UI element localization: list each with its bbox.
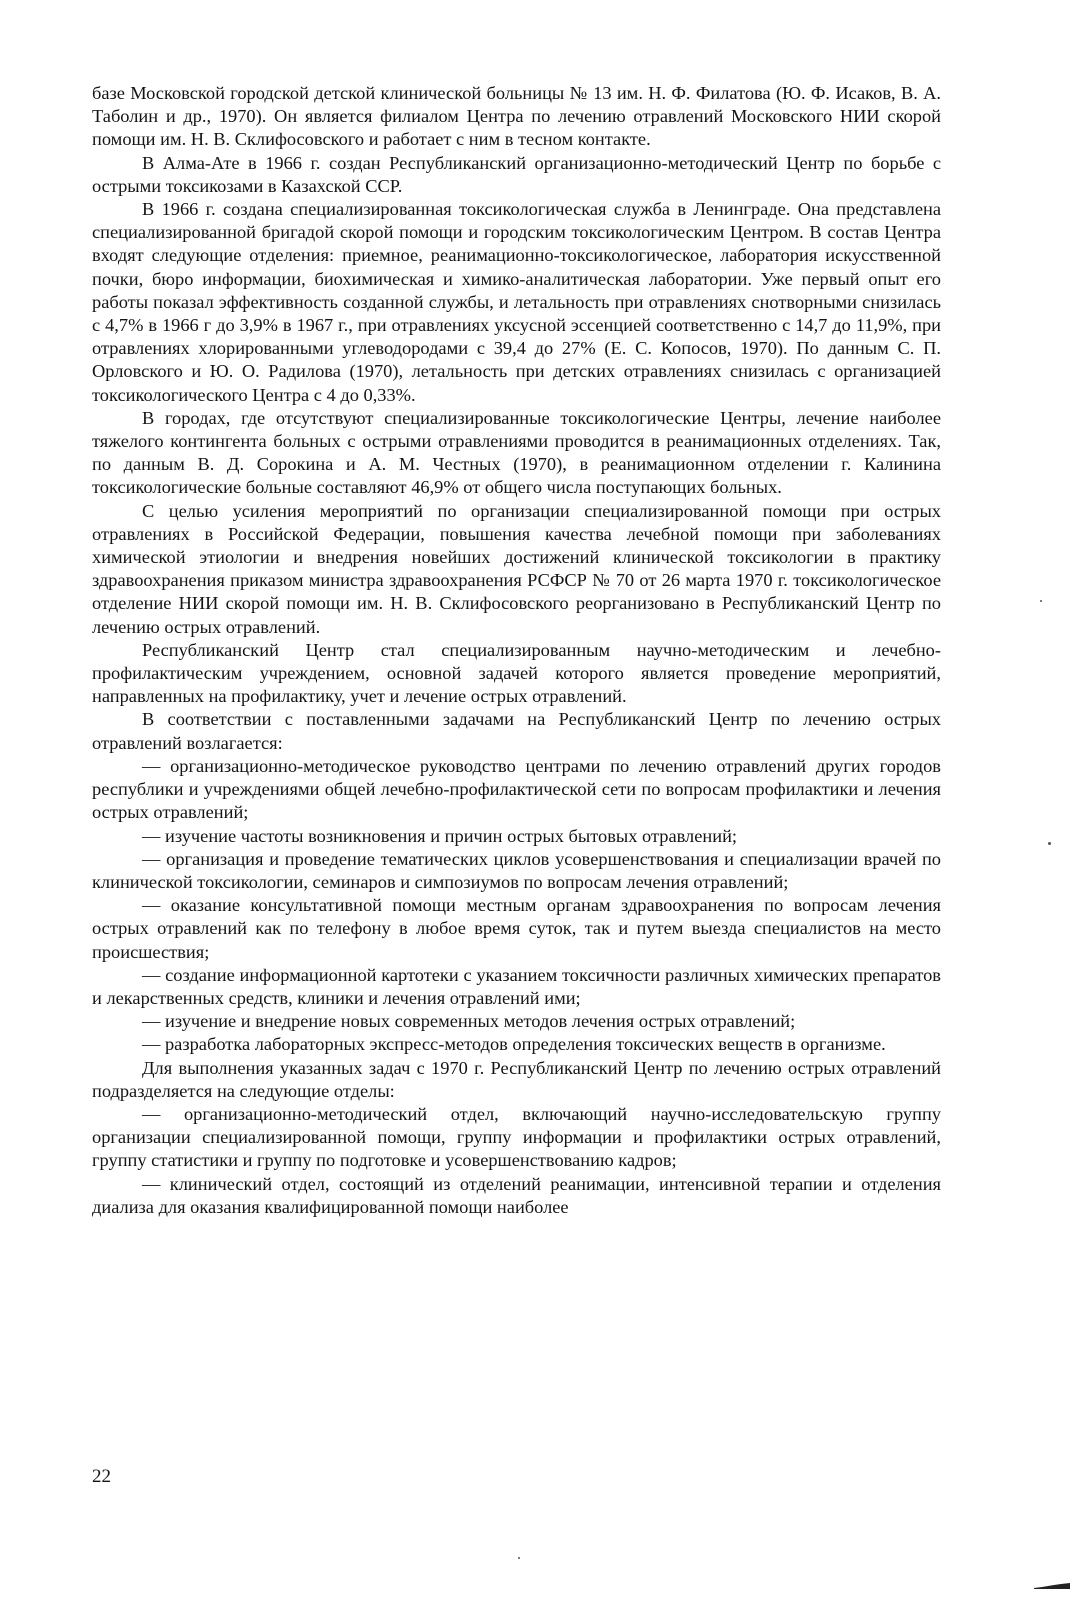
paragraph: Республиканский Центр стал специализированным научно-методическим и лечебно-профилактическим учреждением, основной задачей которого является проведение мероприятий, направленных на профилактику, учет и лечение острых отравлений. [92,639,941,707]
list-item: — создание информационной картотеки с указанием токсичности различных химических препаратов и лекарственных средств, клиники и лечения отравлений ими; [92,964,941,1008]
list-item: — изучение и внедрение новых современных методов лечения острых отравлений; [142,1011,796,1032]
list-item: — организационно-методический отдел, включающий научно-исследовательскую группу организации специализированной помощи, группу информации и профилактики острых отравлений, группу статистики и группу по подготовке и усовершенствованию кадров; [92,1103,941,1171]
paragraph: В Алма-Ате в 1966 г. создан Республиканский организационно-методический Центр по борьбе с острыми токсикозами в Казахской ССР. [92,152,941,196]
list-item: — оказание консультативной помощи местным органам здравоохранения по вопросам лечения острых отравлений как по телефону в любое время суток, так и путем выезда специалистов на место происшествия; [92,895,941,962]
list-item: — разработка лабораторных экспресс-методов определения токсических веществ в организме. [142,1034,886,1055]
paragraph-continuation: базе Московской городской детской клинической больницы № 13 им. Н. Ф. Филатова (Ю. Ф. Исаков, В. А. Таболин и др., 1970). Он является филиалом Центра по лечению отравлений Московского НИИ скорой помощи им. Н. В. Склифосовского и работает с ним в тесном контакте. [92,83,941,150]
page-number: 22 [92,1466,111,1487]
paragraph: С целью усиления мероприятий по организации специализированной помощи при острых отравлениях в Российской Федерации, повышения качества лечебной помощи при заболеваниях химической этиологии и внедрения новейших достижений клинической токсикологии в практику здравоохранения приказом министра здравоохранения РСФСР № 70 от 26 марта 1970 г. токсикологическое отделение НИИ скорой помощи им. Н. В. Склифосовского реорганизовано в Республиканский Центр по лечению острых отравлений. [92,500,941,637]
page-body [92,82,941,1219]
scan-speck [518,1557,520,1559]
paragraph: Для выполнения указанных задач с 1970 г. Республиканский Центр по лечению острых отравлений подразделяется на следующие отделы: [92,1057,941,1101]
list-item: — организация и проведение тематических циклов усовершенствования и специализации врачей по клинической токсикологии, семинаров и симпозиумов по вопросам лечения отравлений; [92,848,941,892]
list-item: — клинический отдел, состоящий из отделений реанимации, интенсивной терапии и отделения диализа для оказания квалифицированной помощи наиболее [92,1173,941,1217]
scan-mark [1034,1583,1070,1589]
scan-speck [1040,600,1042,602]
list-item: — организационно-методическое руководство центрами по лечению отравлений других городов республики и учреждениями общей лечебно-профилактической сети по вопросам профилактики и лечения острых отравлений; [92,755,941,823]
paragraph: В городах, где отсутствуют специализированные токсикологические Центры, лечение наиболее тяжелого контингента больных с острыми отравлениями проводится в реанимационных отделениях. Так, по данным В. Д. Сорокина и А. М. Честных (1970), в реанимационном отделении г. Калинина токсикологические больные составляют 46,9% от общего числа поступающих больных. [92,407,941,498]
paragraph: В 1966 г. создана специализированная токсикологическая служба в Ленинграде. Она представлена специализированной бригадой скорой помощи и городским токсикологическим Центром. В состав Центра входят следующие отделения: приемное, реанимационно-токсикологическое, лаборатория искусственной почки, бюро информации, биохимическая и химико-аналитическая лаборатории. Уже первый опыт его работы показал эффективность созданной службы, и летальность при отравлениях снотворными снизилась с 4,7% в 1966 г до 3,9% в 1967 г., при отравлениях уксусной эссенцией соответственно с 14,7 до 11,9%, при отравлениях хлорированными углеводородами с 39,4 до 27% (Е. С. Копосов, 1970). По данным С. П. Орловского и Ю. О. Радилова (1970), летальность при детских отравлениях снизилась с организацией токсикологического Центра с 4 до 0,33%. [92,199,941,405]
paragraph: В соответствии с поставленными задачами на Республиканский Центр по лечению острых отравлений возлагается: [92,709,941,753]
list-item: — изучение частоты возникновения и причин острых бытовых отравлений; [142,825,738,846]
scan-speck [1048,842,1051,845]
